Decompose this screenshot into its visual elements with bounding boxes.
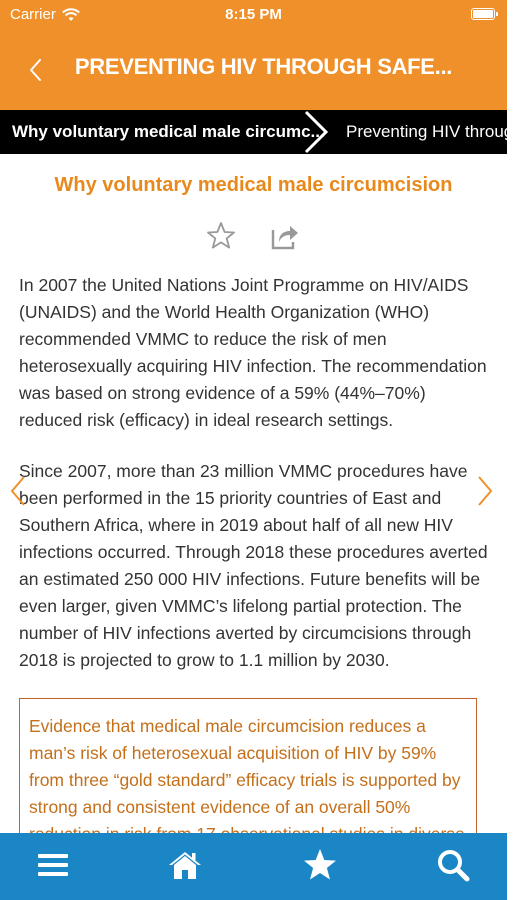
search-button[interactable] xyxy=(433,847,473,883)
back-button[interactable] xyxy=(20,52,50,88)
bottom-toolbar xyxy=(0,833,507,900)
tab-current-chapter[interactable]: Why voluntary medical male circumc... xyxy=(0,110,310,154)
app-header xyxy=(0,0,507,110)
chapter-tab-bar xyxy=(0,110,513,154)
article-paragraph-1: In 2007 the United Nations Joint Programme on HIV/AIDS (UNAIDS) and the World Health Organization (WHO) recommended VMMC to reduce the risk of men heterosexually acquiring HIV infection. The recommendation was based on strong evidence of a 59% (44%–70%) reduced risk (efficacy) in ideal research settings. xyxy=(19,275,487,430)
tab-next-chapter[interactable]: Preventing HIV throug xyxy=(346,122,513,141)
chevron-left-icon[interactable] xyxy=(8,475,28,507)
menu-icon xyxy=(36,851,70,879)
status-time: 8:15 PM xyxy=(225,6,282,23)
chevron-right-icon[interactable] xyxy=(475,475,495,507)
star-icon xyxy=(302,848,338,882)
search-icon xyxy=(436,848,470,882)
share-icon[interactable] xyxy=(269,220,301,252)
home-button[interactable] xyxy=(165,847,205,883)
article-title: Why voluntary medical male circumcision xyxy=(54,174,453,196)
page-title: PREVENTING HIV THROUGH SAFE... xyxy=(74,54,453,79)
menu-button[interactable] xyxy=(33,847,73,883)
carrier-label: Carrier xyxy=(10,6,56,23)
article-paragraph-2: Since 2007, more than 23 million VMMC procedures have been performed in the 15 priority countries of East and Southern Africa, where in 2019 about half of all new HIV infections occurred. Through 2018 these procedures averted an estimated 250 000 HIV infections. Future benefits will be even larger, given VMMC’s lifelong partial protection. The number of HIV infections averted by circumcisions through 2018 is projected to grow to 1.1 million by 2030. xyxy=(19,461,488,670)
status-bar xyxy=(0,0,507,30)
article-actions xyxy=(205,220,305,252)
tab-separator-chevron-icon xyxy=(300,110,334,154)
battery-icon xyxy=(471,8,495,20)
star-outline-icon[interactable] xyxy=(205,220,237,252)
callout-text: Evidence that medical male circumcision reduces a man’s risk of heterosexual acquisition of HIV by 59% from three “gold standard” efficacy trials is supported by strong and consistent evidence of an overall 50% xyxy=(29,716,461,817)
home-icon xyxy=(167,849,203,881)
favorites-button[interactable] xyxy=(300,847,340,883)
chevron-left-icon xyxy=(28,58,42,82)
